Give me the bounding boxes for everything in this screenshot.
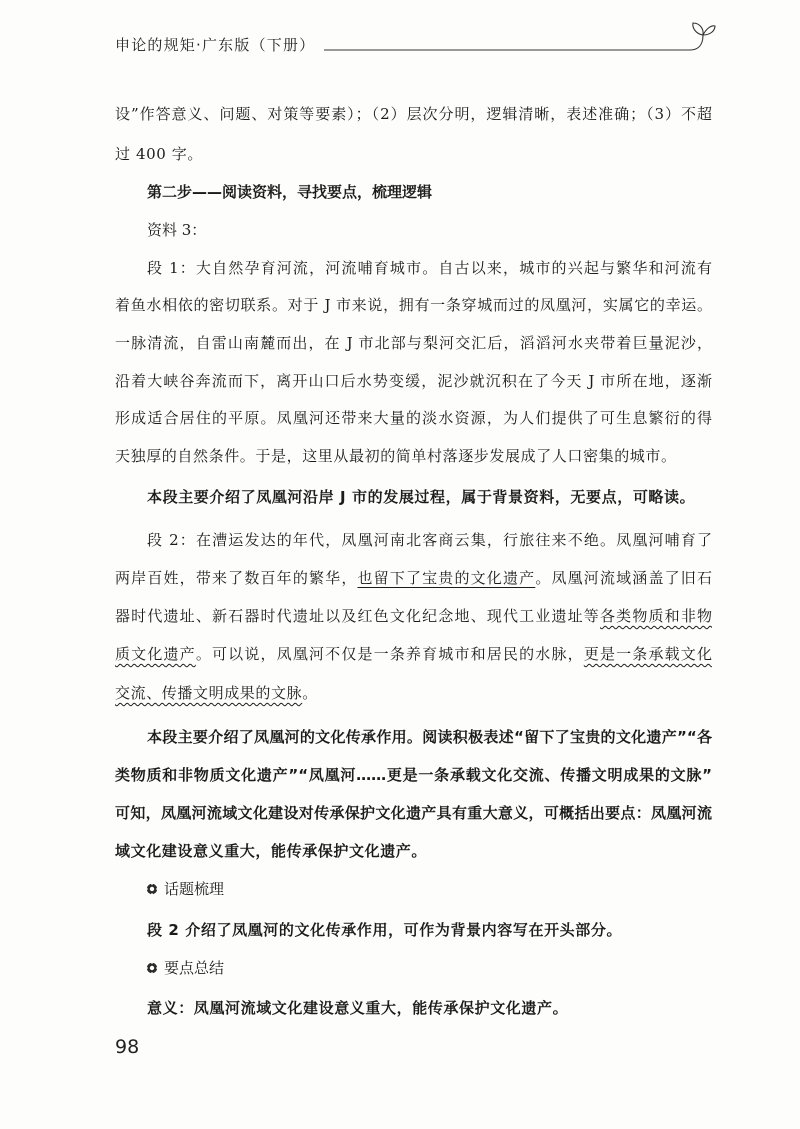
paragraph-1-line-2: 着鱼水相依的密切联系。对于 J 市来说，拥有一条穿城而过的凤凰河，实属它的幸运。 bbox=[115, 296, 712, 314]
key-points-text: 意义：凤凰河流域文化建设意义重大，能传承保护文化遗产。 bbox=[147, 999, 569, 1017]
wavy-underlined-phrase: 交流、传播文明成果的文脉 bbox=[115, 684, 303, 702]
requirements-line-1: 设”作答意义、问题、对策等要素）；（2）层次分明，逻辑清晰，表述准确；（3）不超 bbox=[115, 105, 712, 123]
flower-bullet-icon bbox=[146, 962, 158, 974]
step-two-heading: 第二步——阅读资料，寻找要点，梳理逻辑 bbox=[147, 183, 433, 201]
paragraph-1-line-6: 天独厚的自然条件。于是，这里从最初的简单村落逐步发展成了人口密集的城市。 bbox=[115, 447, 677, 465]
paragraph-2-line-4 bbox=[115, 642, 712, 666]
topic-review-label: 话题梳理 bbox=[164, 880, 225, 898]
page-number: 98 bbox=[115, 1036, 140, 1058]
text-segment: 。 bbox=[302, 684, 318, 702]
requirements-line-2: 过 400 字。 bbox=[115, 145, 203, 163]
flower-bullet-icon bbox=[146, 883, 158, 895]
paragraph-1-line-4: 沿着大峡谷奔流而下，离开山口后水势变缓，泥沙就沉积在了今天 J 市所在地，逐渐 bbox=[115, 372, 712, 390]
paragraph-2-line-5 bbox=[115, 681, 712, 705]
paragraph-2-line-2 bbox=[115, 566, 712, 590]
analysis-line-2: 类物质和非物质文化遗产”“凤凰河……更是一条承载文化交流、传播文明成果的文脉” bbox=[115, 766, 712, 784]
underlined-phrase: 也留下了宝贵的文化遗产 bbox=[357, 569, 536, 587]
text-segment: 段 2：在漕运发达的年代，凤凰河南北客商云集，行旅往来不绝。凤凰河哺育了 bbox=[147, 531, 712, 549]
wavy-underlined-phrase: 质文化遗产 bbox=[115, 645, 196, 663]
material-label: 资料 3： bbox=[147, 221, 207, 239]
topic-review-text: 段 2 介绍了凤凰河的文化传承作用，可作为背景内容写在开头部分。 bbox=[147, 921, 623, 939]
paragraph-1-line-1: 段 1：大自然孕育河流，河流哺育城市。自古以来，城市的兴起与繁华和河流有 bbox=[147, 259, 712, 277]
wavy-underlined-phrase: 更是一条承载文化 bbox=[583, 645, 712, 663]
analysis-line-1: 本段主要介绍了凤凰河的文化传承作用。阅读积极表述“留下了宝贵的文化遗产”“各 bbox=[147, 728, 712, 746]
paragraph-1-line-5: 形成适合居住的平原。凤凰河还带来大量的淡水资源，为人们提供了可生息繁衍的得 bbox=[115, 409, 712, 427]
wavy-underlined-phrase: 各类物质和非物 bbox=[599, 607, 712, 625]
analysis-line-3: 可知，凤凰河流域文化建设对传承保护文化遗产具有重大意义，可概括出要点：凤凰河流 bbox=[115, 804, 712, 822]
paragraph-2-line-1 bbox=[147, 528, 712, 552]
text-segment: 。凤凰河流域涵盖了旧石 bbox=[535, 569, 712, 587]
paragraph-2-line-3 bbox=[115, 604, 712, 628]
text-segment: 两岸百姓，带来了数百年的繁华， bbox=[115, 569, 358, 587]
key-points-label: 要点总结 bbox=[164, 959, 225, 977]
header-rule bbox=[318, 20, 718, 56]
text-segment: 器时代遗址、新石器时代遗址以及红色文化纪念地、现代工业遗址等 bbox=[115, 607, 600, 625]
header-title: 申论的规矩·广东版（下册） bbox=[115, 36, 316, 54]
paragraph-1-line-3: 一脉清流，自雷山南麓而出，在 J 市北部与梨河交汇后，滔滔河水夹带着巨量泥沙， bbox=[115, 334, 712, 352]
sprout-icon bbox=[690, 23, 715, 50]
analysis-line-4: 域文化建设意义重大，能传承保护文化遗产。 bbox=[115, 842, 428, 860]
paragraph-1-note: 本段主要介绍了凤凰河沿岸 J 市的发展过程，属于背景资料，无要点，可略读。 bbox=[147, 488, 696, 506]
text-segment: 。可以说，凤凰河不仅是一条养育城市和居民的水脉， bbox=[195, 645, 584, 663]
